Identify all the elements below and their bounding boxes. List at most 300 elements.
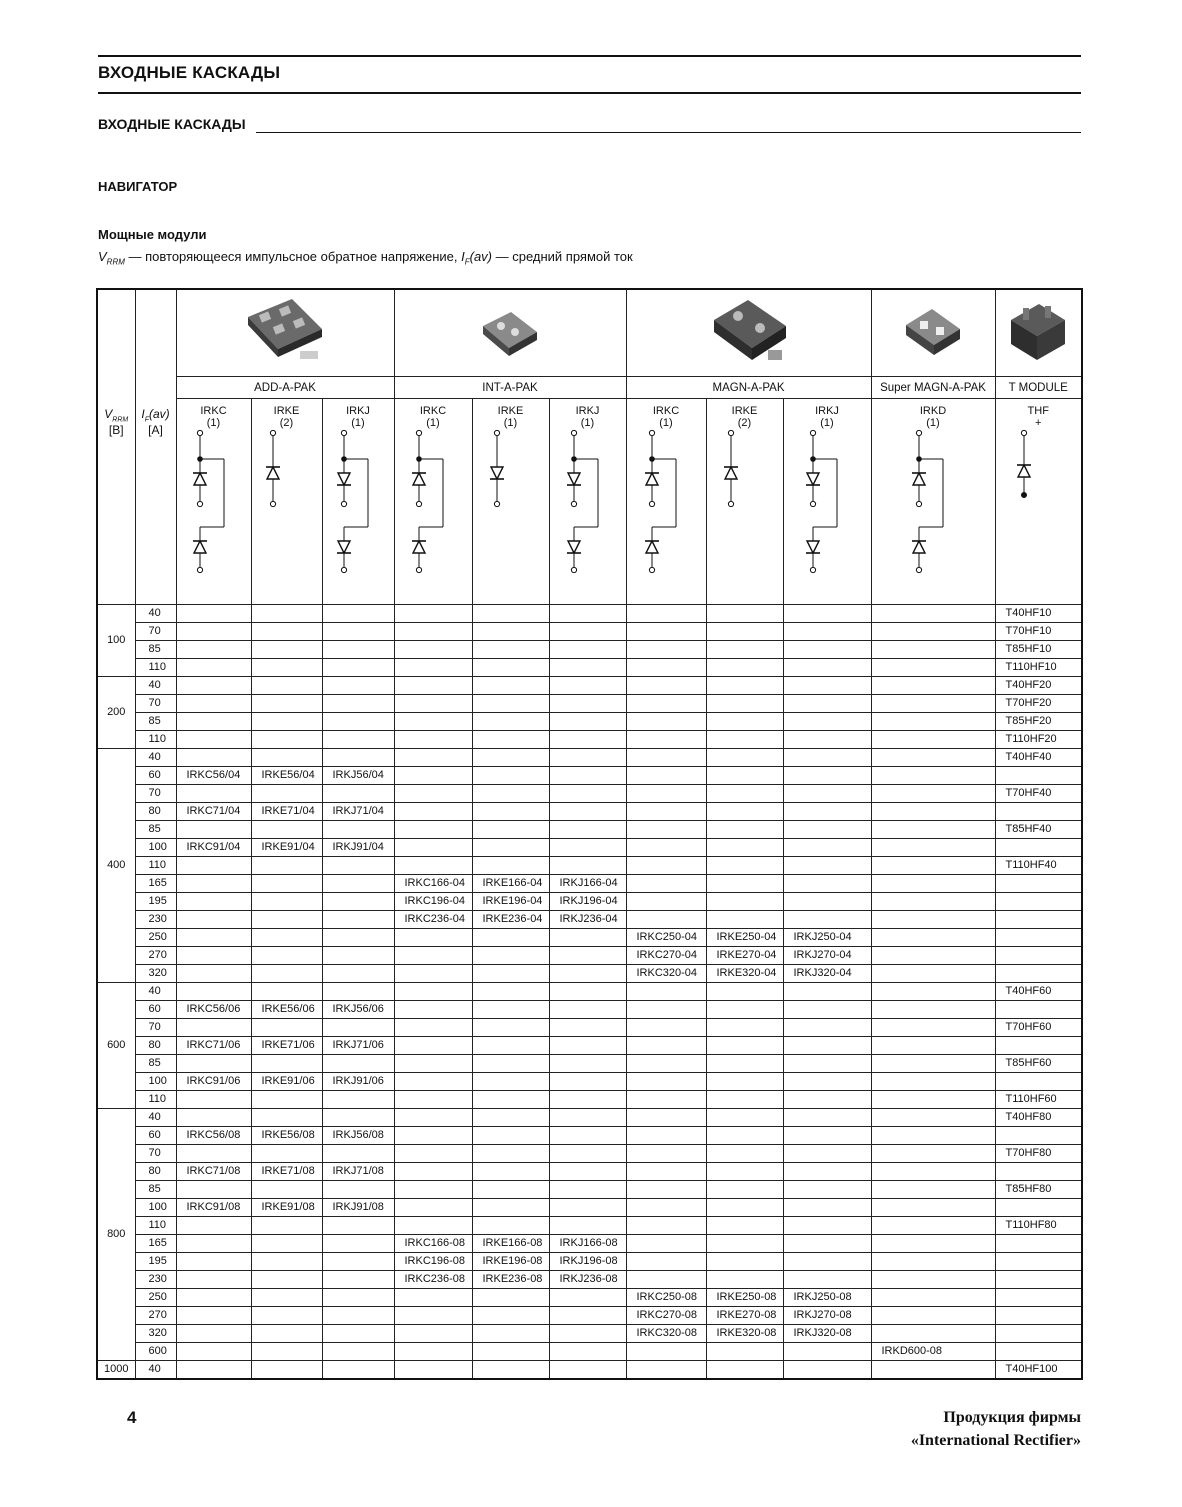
vrrm-cell: 1000 — [97, 1361, 135, 1380]
part-number-cell: T85HF20 — [995, 713, 1082, 731]
part-number-cell — [322, 623, 394, 641]
schematic-type-label: IRKE — [497, 405, 524, 417]
schematic-cell — [706, 399, 783, 605]
part-number-cell — [706, 1001, 783, 1019]
part-number-cell: IRKE71/06 — [251, 1037, 322, 1055]
if-cell: 110 — [135, 659, 176, 677]
part-number-cell — [626, 1091, 706, 1109]
part-number-cell — [706, 1361, 783, 1380]
part-number-cell — [472, 1109, 549, 1127]
footer-line-1: Продукция фирмы — [943, 1409, 1081, 1426]
if-cell: 230 — [135, 1271, 176, 1289]
part-number-cell — [176, 857, 251, 875]
part-number-cell — [783, 893, 871, 911]
part-number-cell — [472, 785, 549, 803]
part-number-cell — [176, 1217, 251, 1235]
part-number-cell — [251, 893, 322, 911]
part-number-cell — [783, 641, 871, 659]
part-number-cell — [251, 1217, 322, 1235]
footer-brand — [911, 1406, 1081, 1452]
part-number-cell — [472, 1325, 549, 1343]
table-row — [97, 1037, 1082, 1055]
part-number-cell — [472, 767, 549, 785]
part-number-cell — [783, 1127, 871, 1145]
if-cell: 195 — [135, 1253, 176, 1271]
part-number-cell — [176, 1325, 251, 1343]
part-number-cell: T110HF10 — [995, 659, 1082, 677]
part-number-cell: T70HF40 — [995, 785, 1082, 803]
part-number-cell — [549, 677, 626, 695]
part-number-cell — [472, 641, 549, 659]
part-number-cell — [626, 803, 706, 821]
part-number-cell — [871, 605, 995, 623]
part-number-cell — [549, 641, 626, 659]
if-cell: 600 — [135, 1343, 176, 1361]
part-number-cell — [871, 1289, 995, 1307]
part-number-cell — [706, 713, 783, 731]
part-number-cell — [394, 767, 472, 785]
table-row — [97, 1145, 1082, 1163]
part-number-cell — [472, 947, 549, 965]
part-number-cell: IRKJ270-04 — [783, 947, 871, 965]
part-number-cell — [251, 1343, 322, 1361]
part-number-cell — [176, 1181, 251, 1199]
part-number-cell — [783, 623, 871, 641]
part-number-cell — [472, 677, 549, 695]
part-number-cell: T40HF40 — [995, 749, 1082, 767]
part-number-cell — [783, 1253, 871, 1271]
part-number-cell — [176, 713, 251, 731]
schematic-terminal-label: + — [1035, 417, 1042, 429]
part-number-cell — [322, 1109, 394, 1127]
part-number-cell — [394, 1217, 472, 1235]
if-cell: 80 — [135, 803, 176, 821]
table-row — [97, 623, 1082, 641]
add-a-pak-package-icon — [240, 295, 330, 369]
part-number-cell — [394, 839, 472, 857]
part-number-cell — [706, 785, 783, 803]
part-number-cell — [176, 893, 251, 911]
part-number-cell — [549, 1289, 626, 1307]
part-number-cell — [706, 911, 783, 929]
part-number-cell — [251, 659, 322, 677]
part-number-cell: T40HF100 — [995, 1361, 1082, 1380]
part-number-cell — [549, 803, 626, 821]
table-row — [97, 659, 1082, 677]
part-number-cell — [626, 1343, 706, 1361]
part-number-cell — [549, 1145, 626, 1163]
part-number-cell — [549, 1073, 626, 1091]
part-number-cell — [871, 929, 995, 947]
schematic-cell — [394, 399, 472, 605]
part-number-cell — [394, 641, 472, 659]
part-number-cell — [472, 605, 549, 623]
part-number-cell: IRKJ236-04 — [549, 911, 626, 929]
schematic-terminal-label: (1) — [503, 417, 518, 429]
part-number-cell — [871, 713, 995, 731]
part-number-cell: IRKD600-08 — [871, 1343, 995, 1361]
part-number-cell — [322, 785, 394, 803]
title-rule — [98, 92, 1081, 94]
part-number-cell — [251, 1271, 322, 1289]
part-number-cell — [322, 1289, 394, 1307]
part-number-cell — [626, 821, 706, 839]
schematic-cell — [871, 399, 995, 605]
table-row — [97, 1127, 1082, 1145]
part-number-cell — [176, 1145, 251, 1163]
if-cell: 100 — [135, 1199, 176, 1217]
part-number-cell — [322, 731, 394, 749]
part-number-cell — [472, 1289, 549, 1307]
part-number-cell — [871, 1181, 995, 1199]
part-number-cell — [871, 1091, 995, 1109]
part-number-cell: IRKE250-08 — [706, 1289, 783, 1307]
section-subtitle: ВХОДНЫЕ КАСКАДЫ — [98, 116, 246, 132]
part-number-cell — [549, 731, 626, 749]
part-number-cell — [472, 659, 549, 677]
part-number-cell — [626, 1235, 706, 1253]
table-row — [97, 605, 1082, 623]
part-number-cell — [322, 749, 394, 767]
part-number-cell: IRKE270-04 — [706, 947, 783, 965]
part-number-cell: T110HF60 — [995, 1091, 1082, 1109]
part-number-cell — [783, 875, 871, 893]
part-number-cell — [394, 659, 472, 677]
part-number-cell — [394, 1325, 472, 1343]
navigator-heading: НАВИГАТОР — [98, 179, 178, 194]
part-number-cell — [783, 1199, 871, 1217]
if-cell: 320 — [135, 1325, 176, 1343]
part-number-cell — [871, 1307, 995, 1325]
if-cell: 85 — [135, 713, 176, 731]
part-number-cell: T85HF10 — [995, 641, 1082, 659]
footer-line-2: «International Rectifier» — [910, 1432, 1081, 1449]
if-cell: 40 — [135, 677, 176, 695]
part-number-cell: IRKC71/04 — [176, 803, 251, 821]
part-number-cell — [549, 1055, 626, 1073]
table-row — [97, 1361, 1082, 1380]
part-number-cell — [549, 1199, 626, 1217]
table-row — [97, 803, 1082, 821]
legend-v-sub: RRM — [106, 257, 125, 267]
if-header — [135, 289, 176, 605]
part-number-cell — [472, 803, 549, 821]
part-number-cell: IRKC91/08 — [176, 1199, 251, 1217]
part-number-cell — [322, 893, 394, 911]
part-number-cell — [995, 1037, 1082, 1055]
part-number-cell — [251, 605, 322, 623]
schematic-cell — [472, 399, 549, 605]
part-number-cell: IRKJ196-04 — [549, 893, 626, 911]
family-magn-a-pak: MAGN-A-PAK — [626, 377, 871, 399]
part-number-cell — [626, 1037, 706, 1055]
part-number-cell — [706, 749, 783, 767]
part-number-cell — [626, 1109, 706, 1127]
circuit-schematic-icon — [184, 415, 244, 595]
part-number-cell — [549, 1019, 626, 1037]
part-number-cell — [251, 875, 322, 893]
part-number-cell — [322, 695, 394, 713]
if-cell: 60 — [135, 1001, 176, 1019]
part-number-cell — [626, 731, 706, 749]
part-number-cell: IRKC56/04 — [176, 767, 251, 785]
part-number-cell — [549, 767, 626, 785]
circuit-schematic-icon — [903, 415, 963, 595]
schematic-terminal-label: (1) — [206, 417, 221, 429]
table-row — [97, 1307, 1082, 1325]
if-cell: 40 — [135, 749, 176, 767]
part-number-cell — [472, 983, 549, 1001]
part-number-cell — [394, 677, 472, 695]
part-number-cell — [176, 929, 251, 947]
part-number-cell — [783, 1037, 871, 1055]
part-number-cell — [871, 1127, 995, 1145]
part-number-cell: IRKE166-08 — [472, 1235, 549, 1253]
part-number-cell: IRKC71/06 — [176, 1037, 251, 1055]
part-number-cell — [871, 1037, 995, 1055]
if-cell: 270 — [135, 1307, 176, 1325]
part-number-cell — [871, 1235, 995, 1253]
if-cell: 80 — [135, 1163, 176, 1181]
part-number-cell: IRKJ250-04 — [783, 929, 871, 947]
part-number-cell — [783, 1109, 871, 1127]
part-number-cell: T40HF80 — [995, 1109, 1082, 1127]
part-number-cell: T85HF80 — [995, 1181, 1082, 1199]
part-number-cell — [251, 1019, 322, 1037]
part-number-cell — [995, 1073, 1082, 1091]
part-number-cell — [706, 1253, 783, 1271]
part-number-cell — [472, 1199, 549, 1217]
part-number-cell — [783, 767, 871, 785]
part-number-cell: IRKJ71/08 — [322, 1163, 394, 1181]
part-number-cell — [871, 1253, 995, 1271]
part-number-cell — [472, 1361, 549, 1380]
part-number-cell — [251, 731, 322, 749]
family-t-module: T MODULE — [995, 377, 1082, 399]
table-row — [97, 767, 1082, 785]
part-number-cell — [394, 1127, 472, 1145]
part-number-cell — [251, 911, 322, 929]
part-number-cell: IRKE236-04 — [472, 911, 549, 929]
part-number-cell — [472, 1055, 549, 1073]
part-number-cell — [549, 1091, 626, 1109]
part-number-cell: T40HF60 — [995, 983, 1082, 1001]
if-cell: 70 — [135, 695, 176, 713]
part-number-cell — [626, 1001, 706, 1019]
part-number-cell — [394, 857, 472, 875]
page-number: 4 — [127, 1408, 137, 1427]
legend-i-after: (av) — [469, 249, 492, 264]
part-number-cell — [472, 1217, 549, 1235]
part-number-cell: IRKE56/08 — [251, 1127, 322, 1145]
part-number-cell — [472, 929, 549, 947]
part-number-cell — [394, 1019, 472, 1037]
table-row — [97, 839, 1082, 857]
part-number-cell — [394, 983, 472, 1001]
part-number-cell — [322, 929, 394, 947]
part-number-cell: IRKE236-08 — [472, 1271, 549, 1289]
part-number-cell — [176, 659, 251, 677]
schematic-terminal-label: (1) — [426, 417, 440, 429]
part-number-cell — [706, 803, 783, 821]
part-number-cell: IRKE71/04 — [251, 803, 322, 821]
part-number-cell: IRKJ320-08 — [783, 1325, 871, 1343]
if-cell: 80 — [135, 1037, 176, 1055]
part-number-cell — [176, 623, 251, 641]
part-number-cell — [706, 1235, 783, 1253]
super-magn-a-pak-photo — [871, 289, 995, 377]
part-number-cell — [871, 659, 995, 677]
if-cell: 100 — [135, 1073, 176, 1091]
schematic-terminal-label: (2) — [279, 417, 294, 429]
part-number-cell: IRKJ270-08 — [783, 1307, 871, 1325]
schematic-terminal-label: (2) — [737, 417, 752, 429]
part-number-cell — [472, 1037, 549, 1055]
part-number-cell — [176, 965, 251, 983]
part-number-cell — [706, 875, 783, 893]
circuit-schematic-icon — [636, 415, 696, 595]
schematic-terminal-label: (1) — [580, 417, 595, 429]
if-cell: 70 — [135, 1145, 176, 1163]
part-number-cell — [394, 1109, 472, 1127]
part-number-cell — [871, 749, 995, 767]
schematic-cell — [626, 399, 706, 605]
schematic-row — [97, 399, 1082, 605]
part-number-cell — [995, 1343, 1082, 1361]
part-number-cell — [176, 749, 251, 767]
part-number-cell — [626, 749, 706, 767]
part-number-cell — [176, 1253, 251, 1271]
schematic-type-label: IRKJ — [575, 405, 600, 417]
part-number-cell — [871, 677, 995, 695]
legend-line — [98, 249, 633, 267]
part-number-cell — [706, 1181, 783, 1199]
part-number-cell — [176, 677, 251, 695]
part-number-cell — [251, 1361, 322, 1380]
vrrm-cell: 600 — [97, 983, 135, 1109]
table-row — [97, 713, 1082, 731]
part-number-cell — [706, 1037, 783, 1055]
part-number-cell — [322, 1091, 394, 1109]
table-row — [97, 1109, 1082, 1127]
part-number-cell — [322, 821, 394, 839]
schematic-type-label: IRKJ — [815, 405, 839, 417]
part-number-cell — [995, 911, 1082, 929]
part-number-cell: IRKE91/04 — [251, 839, 322, 857]
if-cell: 165 — [135, 875, 176, 893]
part-number-cell — [251, 1055, 322, 1073]
part-number-cell — [549, 1127, 626, 1145]
part-number-cell — [472, 623, 549, 641]
part-number-cell: IRKC250-04 — [626, 929, 706, 947]
part-number-cell — [549, 1181, 626, 1199]
part-number-cell — [549, 1163, 626, 1181]
part-number-cell: IRKC320-08 — [626, 1325, 706, 1343]
schematic-terminal-label: (1) — [820, 417, 834, 429]
part-number-cell — [706, 1271, 783, 1289]
family-super-magn-a-pak: Super MAGN-A-PAK — [871, 377, 995, 399]
part-number-cell — [871, 731, 995, 749]
part-number-cell — [871, 1001, 995, 1019]
part-number-cell — [783, 803, 871, 821]
part-number-cell — [322, 1181, 394, 1199]
part-number-cell: IRKJ91/04 — [322, 839, 394, 857]
part-number-cell — [394, 1055, 472, 1073]
circuit-schematic-icon — [257, 415, 317, 595]
part-number-cell — [549, 1217, 626, 1235]
part-number-cell — [394, 695, 472, 713]
table-row — [97, 1181, 1082, 1199]
part-number-cell — [549, 1361, 626, 1380]
part-number-cell — [626, 1181, 706, 1199]
part-number-cell — [783, 1163, 871, 1181]
if-cell: 110 — [135, 1217, 176, 1235]
part-number-cell — [394, 1145, 472, 1163]
if-cell: 250 — [135, 1289, 176, 1307]
table-row — [97, 1091, 1082, 1109]
part-number-cell: IRKC196-04 — [394, 893, 472, 911]
part-number-cell — [322, 1235, 394, 1253]
circuit-schematic-icon — [1008, 415, 1068, 595]
part-number-cell — [871, 1163, 995, 1181]
part-number-cell: T40HF20 — [995, 677, 1082, 695]
part-number-cell: IRKC91/04 — [176, 839, 251, 857]
legend-i-symbol: I — [461, 249, 465, 264]
part-number-cell — [322, 965, 394, 983]
super-magn-a-pak-package-icon — [898, 301, 968, 363]
module-table — [96, 288, 1083, 1380]
part-number-cell — [251, 623, 322, 641]
part-number-cell — [251, 947, 322, 965]
part-number-cell — [783, 1055, 871, 1073]
part-number-cell — [549, 749, 626, 767]
part-number-cell — [472, 1073, 549, 1091]
add-a-pak-photo — [176, 289, 394, 377]
part-number-cell: T110HF40 — [995, 857, 1082, 875]
if-cell: 195 — [135, 893, 176, 911]
schematic-cell — [549, 399, 626, 605]
part-number-cell — [871, 695, 995, 713]
part-number-cell — [783, 1217, 871, 1235]
part-number-cell — [176, 911, 251, 929]
part-number-cell — [871, 1073, 995, 1091]
part-number-cell — [176, 1343, 251, 1361]
part-number-cell — [626, 911, 706, 929]
part-number-cell — [783, 605, 871, 623]
part-number-cell — [995, 875, 1082, 893]
part-number-cell — [322, 605, 394, 623]
if-after: (av) — [148, 407, 170, 421]
part-number-cell — [783, 1091, 871, 1109]
part-number-cell — [995, 947, 1082, 965]
part-number-cell — [549, 1001, 626, 1019]
part-number-cell: T85HF60 — [995, 1055, 1082, 1073]
if-cell: 40 — [135, 605, 176, 623]
part-number-cell — [783, 695, 871, 713]
if-cell: 40 — [135, 1361, 176, 1380]
int-a-pak-package-icon — [475, 302, 545, 362]
schematic-cell — [783, 399, 871, 605]
part-number-cell — [251, 695, 322, 713]
part-number-cell — [783, 713, 871, 731]
schematic-terminal-label: (1) — [351, 417, 365, 429]
part-number-cell — [472, 1019, 549, 1037]
part-number-cell — [472, 1091, 549, 1109]
part-number-cell — [626, 1055, 706, 1073]
table-row — [97, 1019, 1082, 1037]
part-number-cell — [322, 875, 394, 893]
circuit-schematic-icon — [403, 415, 463, 595]
